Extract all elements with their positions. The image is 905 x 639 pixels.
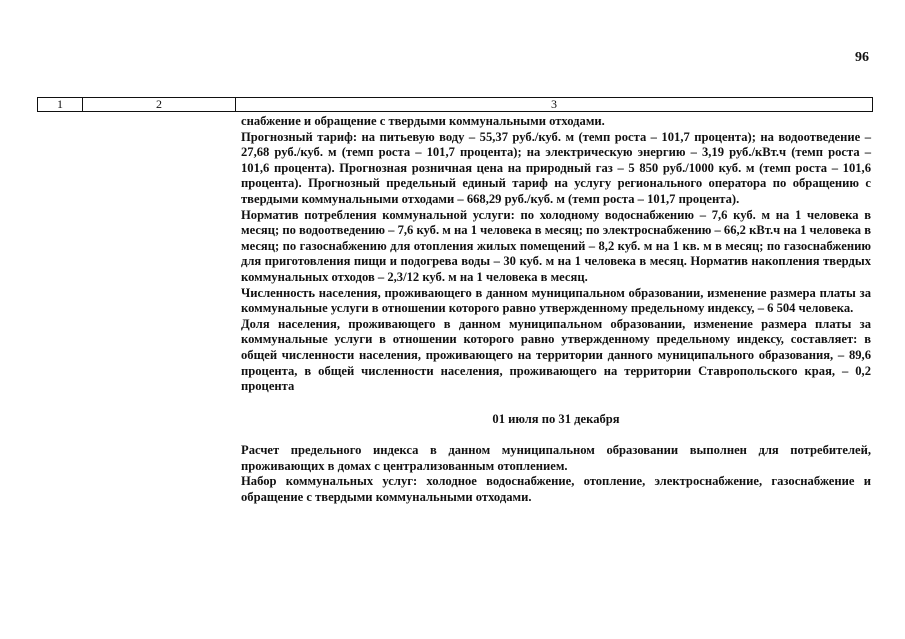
paragraph-utility-set: Набор коммунальных услуг: холодное водоснабжение, отопление, электроснабжение, газоснабжение и обращение с твердыми коммунальными отходами. (241, 474, 871, 505)
paragraph-index-calculation: Расчет предельного индекса в данном муниципальном образовании выполнен для потребителей, проживающих в домах с централизованным отоплением. (241, 443, 871, 473)
paragraph-continuation: снабжение и обращение с твердыми коммунальными отходами. (241, 114, 605, 128)
page-number: 96 (855, 50, 869, 65)
paragraph-forecast-tariff: Прогнозный тариф: на питьевую воду – 55,37 руб./куб. м (темп роста – 101,7 процента); на водоотведение – 27,68 руб./куб. м (темп роста – 101,7 процента); на электрическую энергию – 3,19 руб./кВт.ч (темп роста – 101,6 процента). Прогнозная розничная цена на природный газ – 5 850 руб./1000 куб. м (темп роста – 101,6 процента). Прогнозный предельный единый тариф на услугу регионального оператора по обращению с твердыми коммунальными отходами – 668,29 руб./куб. м (темп роста – 101,7 процента). (241, 129, 871, 206)
paragraph-population-count: Численность населения, проживающего в данном муниципальном образовании, изменение размера платы за коммунальные услуги в отношении которого равно утвержденному предельному индексу, – 6 504 человека. (241, 285, 871, 316)
period-heading: 01 июля по 31 декабря (492, 411, 620, 426)
column-header-2: 2 (83, 98, 236, 111)
document-body (241, 114, 871, 506)
column-header-3: 3 (551, 97, 557, 111)
paragraph-population-share: Доля населения, проживающего в данном муниципальном образовании, изменение размера платы за коммунальные услуги в отношении которого равно утвержденному предельному индексу, составляет: в общей численности населения, проживающего на территории данного муниципального образования, – 89,6 процента, в общей численности населения, проживающего на территории Ставропольского края, – 0,2 процента (241, 316, 871, 394)
column-header-1: 1 (38, 98, 83, 111)
paragraph-consumption-norm: Норматив потребления коммунальной услуги: по холодному водоснабжению – 7,6 куб. м на 1 человека в месяц; по водоотведению – 7,6 куб. м на 1 человека в месяц; по электроснабжению – 66,2 кВт.ч на 1 человека в месяц; по газоснабжению для отопления жилых помещений – 8,2 куб. м на 1 кв. м в месяц; по газоснабжению для приготовления пищи и подогрева воды – 30 куб. м на 1 человека в месяц. Норматив накопления твердых коммунальных отходов – 2,3/12 куб. м на 1 человека в месяц. (241, 207, 872, 284)
table-column-header-row (37, 97, 873, 112)
